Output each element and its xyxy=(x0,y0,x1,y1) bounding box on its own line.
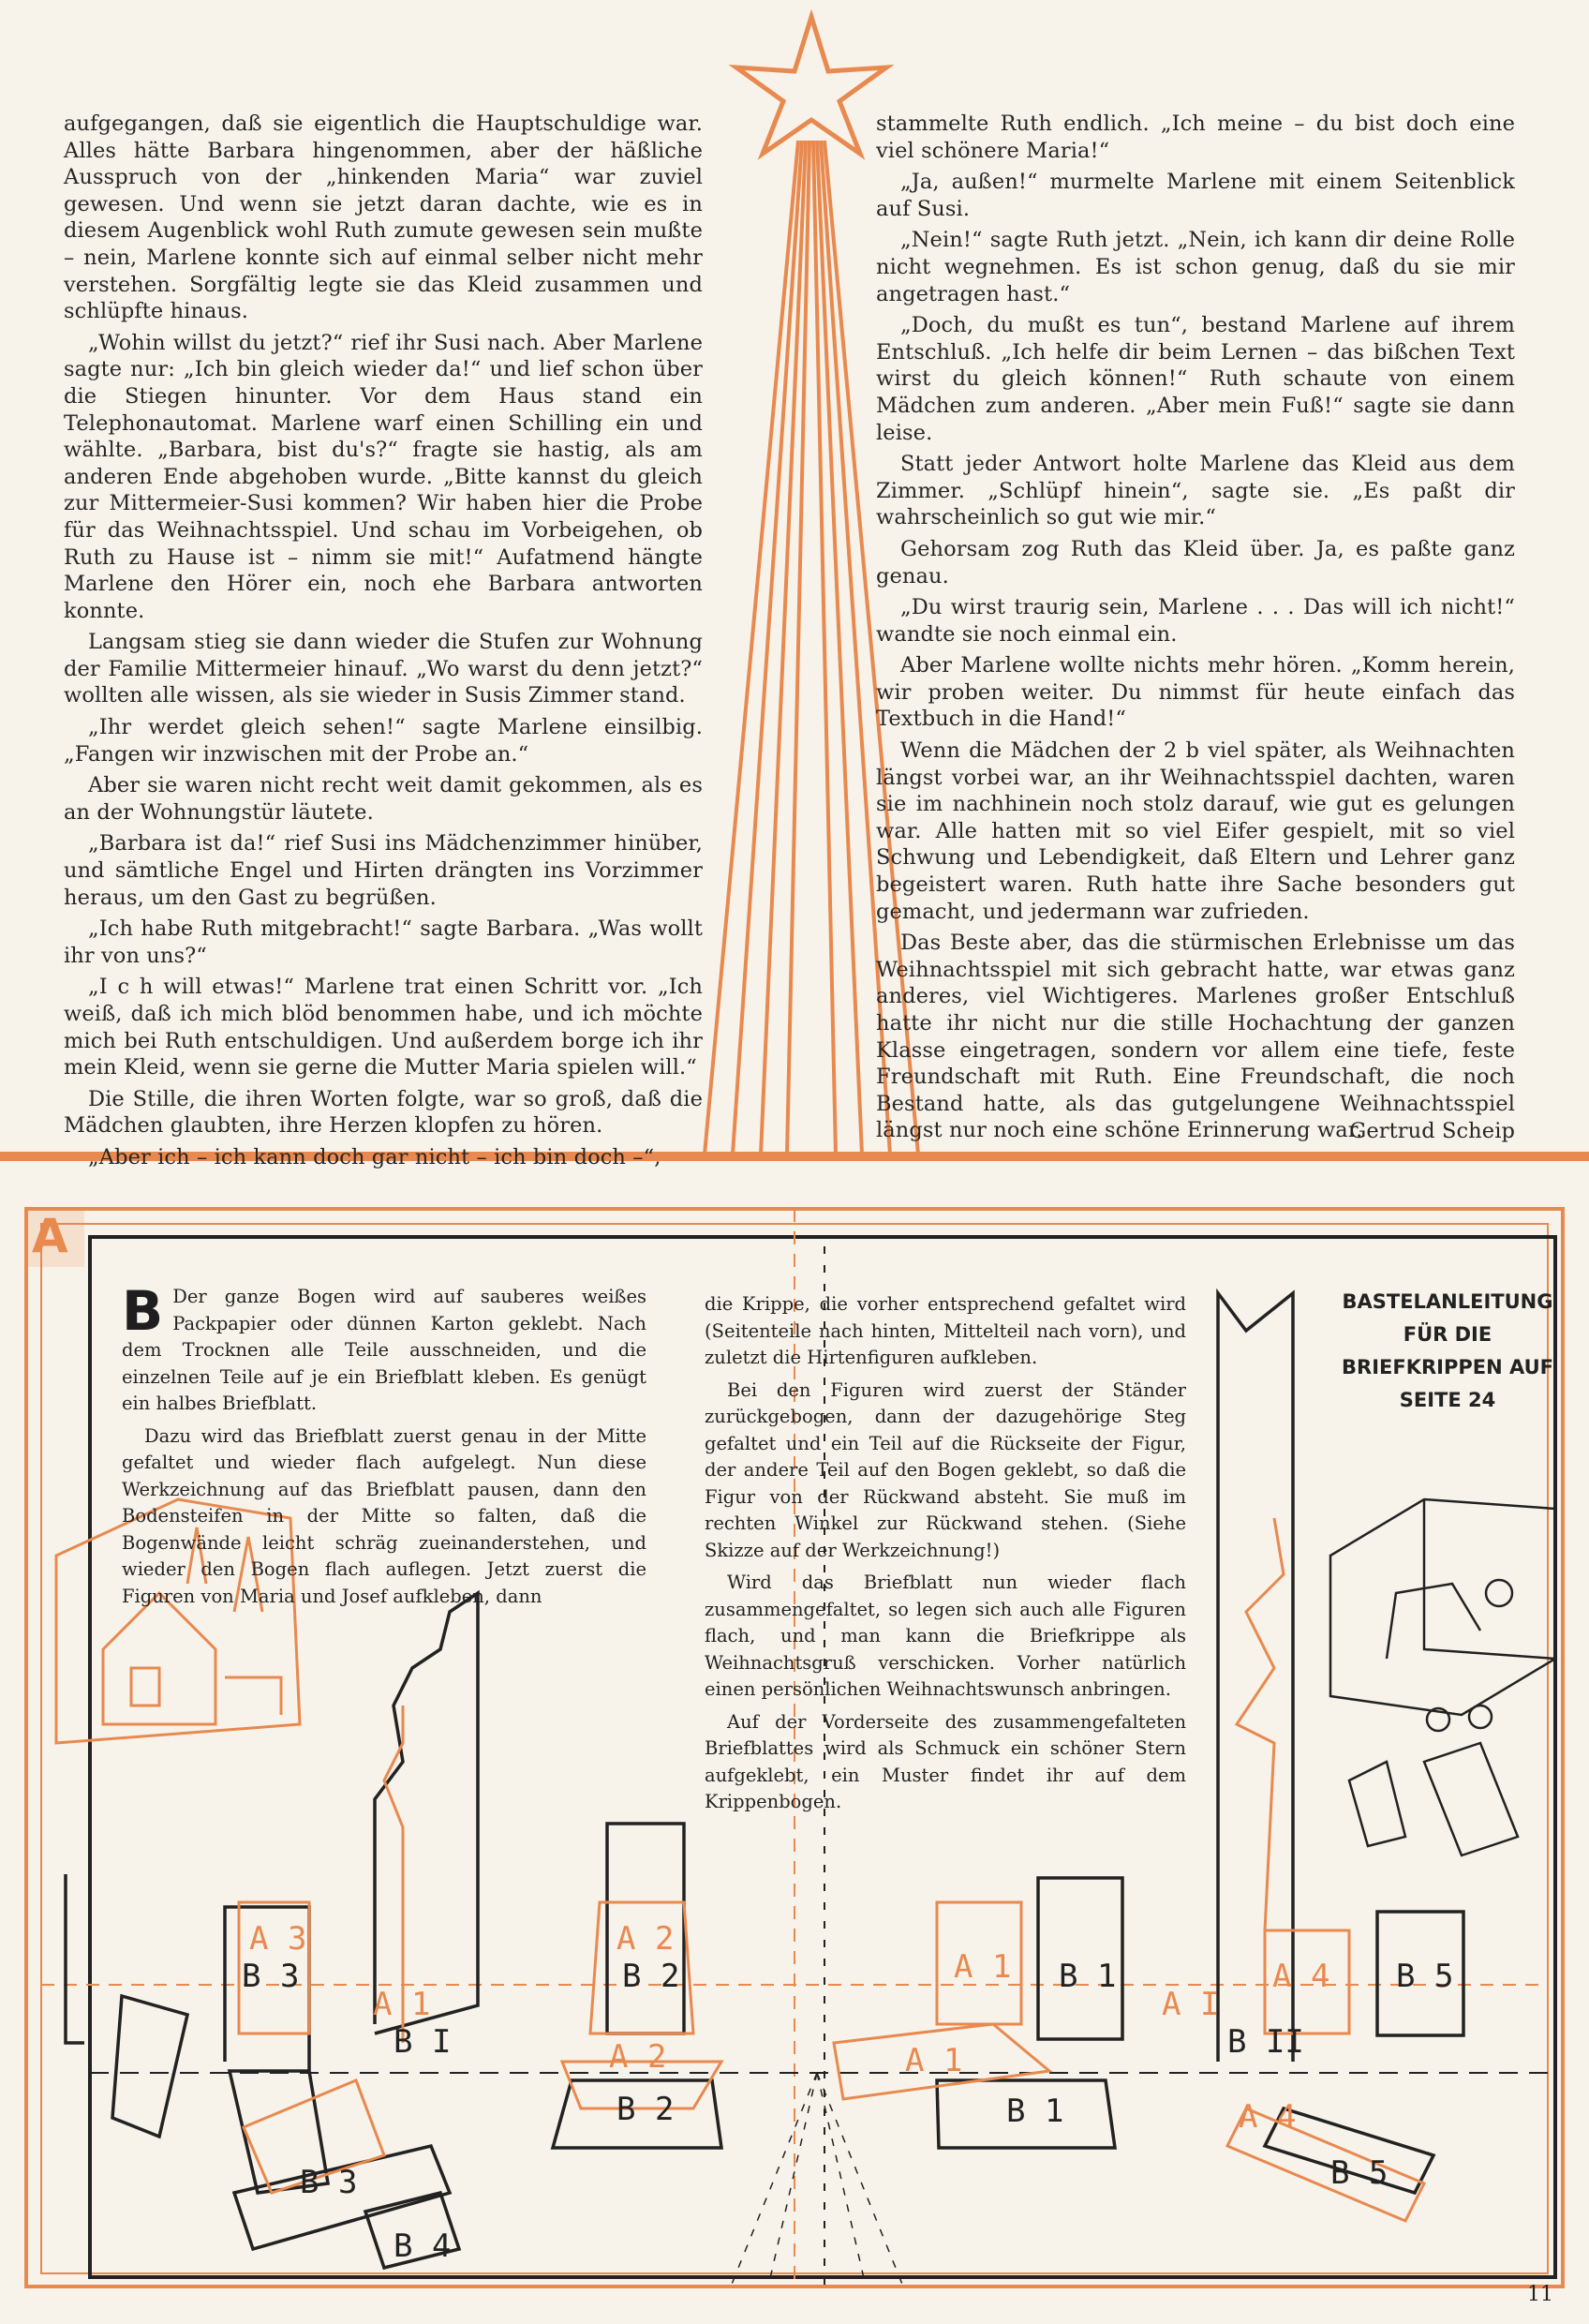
label-a2: A 2 xyxy=(616,1920,675,1958)
label-a2-small: A 2 xyxy=(609,2038,667,2076)
label-a1-roman: A I xyxy=(1162,1986,1220,2023)
star-icon xyxy=(736,17,886,154)
label-b1: B 1 xyxy=(1059,1958,1117,1995)
craft-column-right xyxy=(705,1291,1186,1822)
label-a4: A 4 xyxy=(1272,1958,1330,1995)
label-b2: B 2 xyxy=(622,1958,680,1995)
label-b5: B 5 xyxy=(1396,1958,1454,1995)
paragraph: Das Beste aber, das die stürmischen Erlebnisse um das Weihnachtsspiel mit sich gebracht hatte, war etwas ganz anderes, viel Wichtigeres. Marlenes großer Entschluß hatte ihr nicht nur die stille Hochachtung der ganzen Klasse eingetragen, sondern vor allem eine tiefe, feste Freundschaft mit Ruth. Eine Freundschaft, die noch Bestand hatte, als das gutgelungene Weihnachtsspiel längst nur noch eine schöne Erinnerung war. xyxy=(876,931,1515,1143)
label-b1-roman: B I xyxy=(394,2023,452,2061)
paragraph: Dazu wird das Briefblatt zuerst genau in der Mitte gefaltet und wieder flach aufgelegt. Nun diese Werkzeichnung auf das Briefblatt pausen, dann den Bodensteifen in der Mitte so falten, daß die Bogenwände leicht schräg zueinanderstehen, und wieder den Bogen flach auflegen. Jetzt zuerst die Figuren von Maria und Josef aufkleben, dann xyxy=(122,1424,646,1607)
paragraph: stammelte Ruth endlich. „Ich meine – du bist doch eine viel schönere Maria!“ xyxy=(876,112,1515,163)
paragraph: Auf der Vorderseite des zusammengefalteten Briefblattes wird als Schmuck ein schöner Stern aufgeklebt, ein Muster findet ihr auf dem Krippenbogen. xyxy=(705,1710,1186,1812)
paragraph: Gehorsam zog Ruth das Kleid über. Ja, es paßte ganz genau. xyxy=(876,536,1515,588)
craft-corner-label: A xyxy=(32,1209,68,1263)
label-b2-roman: B II xyxy=(1227,2023,1304,2061)
perspective-lines xyxy=(731,2073,903,2287)
label-a4-tab: A 4 xyxy=(1239,2098,1297,2136)
paragraph: „Barbara ist da!“ rief Susi ins Mädchenzimmer hinüber, und sämtliche Engel und Hirten drängten ins Vorzimmer heraus, um den Gast zu begrüßen. xyxy=(64,831,703,910)
paragraph: aufgegangen, daß sie eigentlich die Hauptschuldige war. Alles hätte Barbara hingenommen, aber der häßliche Ausspruch von der „hinkenden Maria“ war zuviel gewesen. Und wenn sie jetzt daran dachte, wie es in diesem Augenblick wohl Ruth zumute gewesen sein mußte – nein, Marlene konnte sich auf einmal selber nicht mehr verstehen. Sorgfältig legte sie das Kleid zusammen und schlüpfte hinaus. xyxy=(64,112,703,324)
paragraph: „I c h will etwas!“ Marlene trat einen Schritt vor. „Ich weiß, daß ich mich blöd benommen habe, und ich möchte mich bei Ruth entschuldigen. Und außerdem borge ich ihr mein Kleid, wenn sie gerne die Mutter Maria spielen will.“ xyxy=(64,975,703,1080)
paragraph: Aber sie waren nicht recht weit damit gekommen, als es an der Wohnungstür läutete. xyxy=(64,773,703,825)
paragraph: „Nein!“ sagte Ruth jetzt. „Nein, ich kann dir deine Rolle nicht wegnehmen. Es ist schon genug, daß du sie mir angetragen hast.“ xyxy=(876,228,1515,306)
paragraph: „Aber ich – ich kann doch gar nicht – ich bin doch –“, xyxy=(88,1144,661,1169)
paragraph: Statt jeder Antwort holte Marlene das Kleid aus dem Zimmer. „Schlüpf hinein“, sagte sie. „Es paßt dir wahrscheinlich so gut wie mir.“ xyxy=(876,452,1515,530)
label-b5-base: B 5 xyxy=(1330,2154,1389,2192)
paragraph: B Der ganze Bogen wird auf sauberes weißes Packpapier oder dünnen Karton geklebt. Nach dem Trocknen alle Teile ausschneiden, und die einzelnen Teile auf je ein Briefblatt kleben. Es genügt ein halbes Briefblatt. xyxy=(122,1279,646,1414)
paragraph: „Ihr werdet gleich sehen!“ sagte Marlene einsilbig. „Fangen wir inzwischen mit der Probe an.“ xyxy=(64,715,703,767)
author-signature: Gertrud Scheip xyxy=(1349,1118,1515,1143)
label-b2-base: B 2 xyxy=(616,2091,675,2128)
paragraph: „Ich habe Ruth mitgebracht!“ sagte Barbara. „Was wollt ihr von uns?“ xyxy=(64,916,703,968)
paragraph: „Du wirst traurig sein, Marlene . . . Das will ich nicht!“ wandte sie noch einmal ein. xyxy=(876,595,1515,647)
paragraph: Bei den Figuren wird zuerst der Ständer zurückgebogen, dann der dazugehörige Steg gefaltet und ein Teil auf die Rückseite der Figur, der andere Teil auf den Bogen geklebt, so daß die Figur von der Rückwand absteht. Sie muß im rechten Winkel zur Rückwand stehen. (Siehe Skizze auf der Werkzeichnung!) xyxy=(705,1378,1186,1561)
paragraph: „Ja, außen!“ murmelte Marlene mit einem Seitenblick auf Susi. xyxy=(876,170,1515,221)
craft-column-left xyxy=(122,1279,646,1616)
paragraph: „Doch, du mußt es tun“, bestand Marlene auf ihrem Entschluß. „Ich helfe dir beim Lernen – das bißchen Text wirst du gleich können!“ Ruth schaute von einem Mädchen zum anderen. „Aber mein Fuß!“ sagte sie dann leise. xyxy=(876,313,1515,445)
label-a1: A 1 xyxy=(954,1948,1012,1986)
story-column-right xyxy=(876,111,1515,1150)
assembly-sketch xyxy=(1330,1499,1555,1855)
label-b1-base: B 1 xyxy=(1006,2093,1064,2130)
drop-cap: B xyxy=(122,1279,164,1343)
craft-title: BASTELANLEITUNG FÜR DIE BRIEFKRIPPEN AUF SEITE 24 xyxy=(1342,1290,1553,1411)
paragraph: Die Stille, die ihren Worten folgte, war so groß, daß die Mädchen glaubten, ihre Herzen klopfen zu hören. xyxy=(64,1086,703,1139)
label-a3: A 3 xyxy=(249,1920,307,1958)
paragraph: Wenn die Mädchen der 2 b viel später, als Weihnachten längst vorbei war, an ihr Weihnachtsspiel dachten, waren sie im nachhinein noch stolz darauf, wie gut es gelungen war. Alle hatten mit so viel Eifer gespielt, mit so viel Schwung und Lebendigkeit, daß Eltern und Lehrer ganz begeistert waren. Ruth hatte ihre Sache besonders gut gemacht, und jedermann war zufrieden. xyxy=(876,738,1515,924)
page-number: 11 xyxy=(1527,2283,1553,2306)
label-a1-small: A 1 xyxy=(373,1986,431,2023)
paragraph: „Wohin willst du jetzt?“ rief ihr Susi nach. Aber Marlene sagte nur: „Ich bin gleich wieder da!“ und lief schon über die Stiegen hinunter. Vor dem Haus stand ein Telephonautomat. Marlene warf einen Schilling ein und wählte. „Barbara, bist du's?“ fragte sie hastig, als am anderen Ende abgehoben wurde. „Bitte kannst du gleich zur Mittermeier-Susi kommen? Wir haben hier die Probe für das Weihnachtsspiel. Und schau im Vorbeigehen, ob Ruth zu Hause ist – nimm sie mit!“ Aufatmend hängte Marlene den Hörer ein, noch ehe Barbara antworten konnte. xyxy=(64,330,703,623)
paragraph: Wird das Briefblatt nun wieder flach zusammengefaltet, so legen sich auch alle Figuren flach, und man kann die Briefkrippe als Weihnachtsgruß verschicken. Vorher natürlich einen persönlichen Weihnachtswunsch anbringen. xyxy=(705,1572,1186,1700)
paragraph: die Krippe, die vorher entsprechend gefaltet wird (Seitenteile nach hinten, Mittelteil nach vorn), und zuletzt die Hirtenfiguren aufkleben. xyxy=(705,1293,1186,1368)
label-b3: B 3 xyxy=(242,1958,300,1995)
story-column-left xyxy=(64,111,703,1176)
paragraph: Aber Marlene wollte nichts mehr hören. „Komm herein, wir proben weiter. Du nimmst für heute einfach das Textbuch in die Hand!“ xyxy=(876,653,1515,732)
label-b3-base: B 3 xyxy=(300,2164,358,2201)
paragraph: Langsam stieg sie dann wieder die Stufen zur Wohnung der Familie Mittermeier hinauf. „Wo warst du denn jetzt?“ wollten alle wissen, als sie wieder in Susis Zimmer stand. xyxy=(64,630,703,708)
label-b4: B 4 xyxy=(394,2227,452,2265)
label-a1-tab: A 1 xyxy=(905,2042,963,2079)
